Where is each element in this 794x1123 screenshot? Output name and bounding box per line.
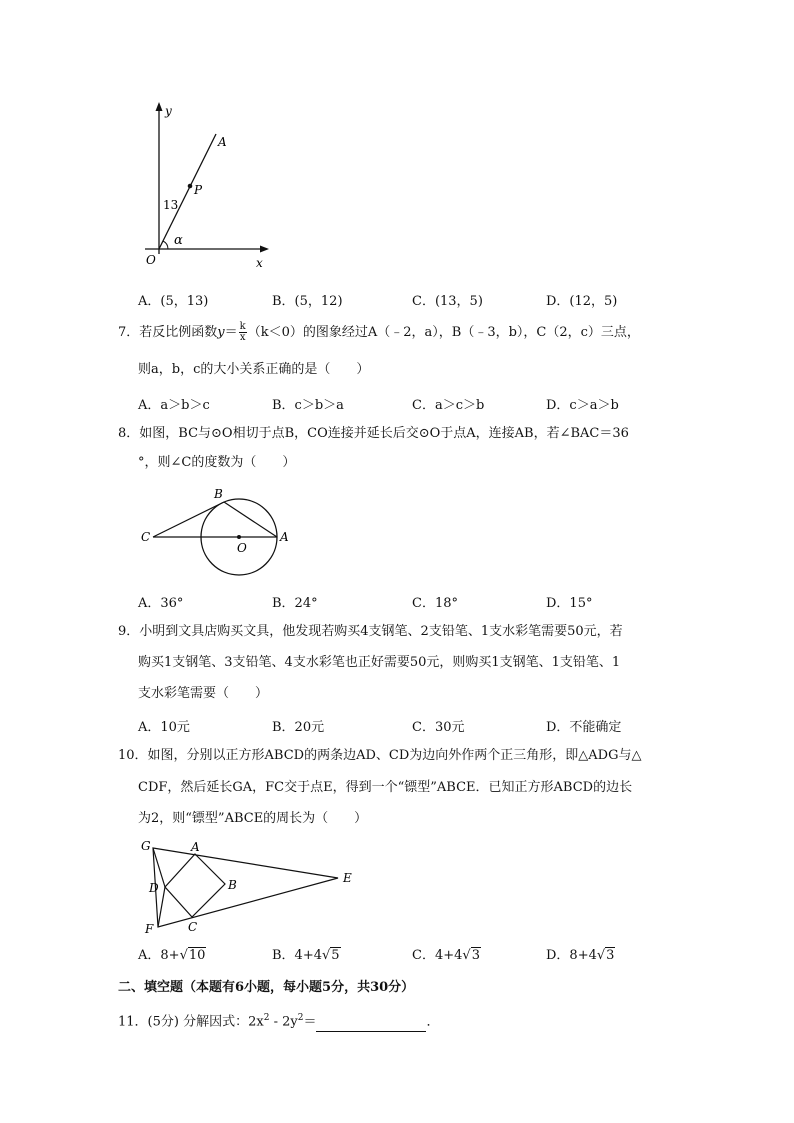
q10-label-f: F [145, 922, 154, 936]
q11-exp1: 2 [263, 1013, 270, 1023]
q8-chord-ba [224, 502, 277, 537]
q10-option-b-prefix: B．4+ [272, 948, 314, 963]
q6-y-arrow [156, 102, 163, 111]
q7-option-b[interactable]: B．c＞b＞a [272, 398, 344, 413]
q7-eq: ＝ [224, 325, 238, 340]
q10-label-c: C [188, 920, 198, 934]
q7-line1 [118, 322, 640, 343]
q6-label-alpha: α [174, 233, 183, 248]
q10-option-a[interactable] [138, 944, 206, 963]
q6-label-a: A [218, 135, 227, 149]
q10-option-b[interactable] [272, 944, 341, 963]
q11-line [118, 1008, 439, 1032]
q8-option-d[interactable]: D．15° [546, 596, 593, 611]
q7-frac-num: k [239, 321, 246, 332]
q9-line3: 支水彩笔需要（ ） [138, 686, 269, 701]
q11-eq: ＝ [303, 1014, 317, 1030]
q8-label-o: O [237, 541, 247, 555]
q9-line1: 9．小明到文具店购买文具，他发现若购买4支钢笔、2支铅笔、1支水彩笔需要50元，若 [118, 624, 623, 639]
q9-option-a[interactable]: A．10元 [138, 720, 190, 735]
q6-label-p: P [194, 183, 203, 197]
q6-option-b[interactable]: B．(5，12) [272, 294, 343, 309]
q10-label-e: E [343, 871, 352, 885]
q10-option-c[interactable] [412, 944, 481, 963]
q9-option-b[interactable]: B．20元 [272, 720, 325, 735]
q6-option-d[interactable]: D．(12，5) [546, 294, 618, 309]
q10-option-d-radical: √3 [596, 948, 615, 963]
q10-option-b-radical: √5 [322, 948, 340, 963]
q6-ray-oa [159, 134, 216, 249]
q10-line2: CDF，然后延长GA，FC交于点E，得到一个“镖型”ABCE．已知正方形ABCD的边长 [138, 780, 633, 795]
q10-option-d-radicand: 3 [606, 948, 615, 963]
q8-label-c: C [141, 530, 151, 544]
q9-option-c[interactable]: C．30元 [412, 720, 465, 735]
q11-prefix: 11．(5分) 分解因式：2x [118, 1014, 264, 1030]
q10-option-c-radicand: 3 [471, 948, 480, 963]
q10-square-abcd [165, 854, 225, 917]
q10-option-d[interactable] [546, 944, 615, 963]
q10-label-d: D [149, 881, 159, 895]
q7-option-a[interactable]: A．a＞b＞c [138, 398, 210, 413]
q11-exp2: 2 [297, 1013, 304, 1023]
q7-option-c[interactable]: C．a＞c＞b [412, 398, 485, 413]
q8-label-a: A [280, 530, 289, 544]
q10-option-a-radical: √10 [179, 948, 206, 963]
q10-option-a-prefix: A．8+ [138, 948, 180, 963]
q10-option-c-coef: 4 [454, 948, 463, 963]
q10-line3: 为2，则“镖型”ABCE的周长为（ ） [138, 811, 368, 826]
q10-option-c-radical: √3 [462, 948, 480, 963]
q10-option-a-radicand: 10 [188, 948, 206, 963]
q6-figure [130, 96, 280, 276]
q6-x-arrow [260, 246, 269, 253]
q6-label-x: x [256, 256, 263, 270]
q9-line2: 购买1支钢笔、3支铅笔、4支水彩笔也正好需要50元，则购买1支钢笔、1支铅笔、1 [138, 655, 621, 670]
q6-option-a[interactable]: A．(5，13) [138, 294, 209, 309]
q7-fraction [239, 322, 247, 343]
q6-label-o: O [146, 253, 156, 267]
q8-option-b[interactable]: B．24° [272, 596, 318, 611]
q8-option-a[interactable]: A．36° [138, 596, 184, 611]
q10-option-d-coef: 4 [588, 948, 597, 963]
q6-angle-arc [163, 241, 168, 249]
q10-option-b-radicand: 5 [331, 948, 340, 963]
q6-label-13: 13 [163, 198, 179, 212]
q10-edge-fd [158, 887, 165, 927]
q10-line1: 10．如图，分别以正方形ABCD的两条边AD、CD为边向外作两个正三角形，即△ADG与△ [118, 748, 642, 763]
q11-mid: - 2y [269, 1014, 298, 1030]
q10-label-g: G [141, 839, 151, 853]
q8-figure [135, 484, 295, 584]
q10-option-c-prefix: C．4+ [412, 948, 455, 963]
q10-option-b-coef: 4 [313, 948, 322, 963]
q8-line2: °，则∠C的度数为（ ） [138, 455, 296, 470]
q11-end: ． [426, 1014, 440, 1030]
q7-line2: 则a，b，c的大小关系正确的是（ ） [138, 362, 370, 377]
q9-option-d[interactable]: D．不能确定 [546, 720, 622, 735]
section-2-header: 二、填空题（本题有6小题，每小题5分，共30分） [118, 980, 415, 995]
q11-answer-blank[interactable] [316, 1017, 426, 1032]
q6-option-c[interactable]: C．(13，5) [412, 294, 483, 309]
q10-option-d-prefix: D．8+ [546, 948, 589, 963]
q8-line1: 8．如图，BC与⊙O相切于点B，CO连接并延长后交⊙O于点A，连接AB，若∠BAC＝36 [118, 426, 629, 441]
q10-kite-outline [153, 848, 338, 927]
q7-option-d[interactable]: D．c＞a＞b [546, 398, 619, 413]
q10-label-b: B [228, 878, 237, 892]
q7-func-y: y [217, 325, 225, 340]
q10-figure [138, 836, 368, 940]
q7-condition: （k＜0） [247, 325, 303, 340]
q10-label-a: A [191, 840, 200, 854]
q7-frac-den: x [239, 332, 246, 343]
q6-label-y: y [165, 104, 172, 118]
q6-point-p [188, 184, 193, 189]
q8-center-dot [237, 535, 241, 539]
q8-option-c[interactable]: C．18° [412, 596, 458, 611]
q7-rest: 的图象经过A（﹣2，a），B（﹣3，b），C（2，c）三点， [302, 325, 640, 340]
q8-tangent-cb [153, 502, 224, 537]
q8-label-b: B [214, 487, 223, 501]
q7-prefix: 7．若反比例函数 [118, 325, 218, 340]
